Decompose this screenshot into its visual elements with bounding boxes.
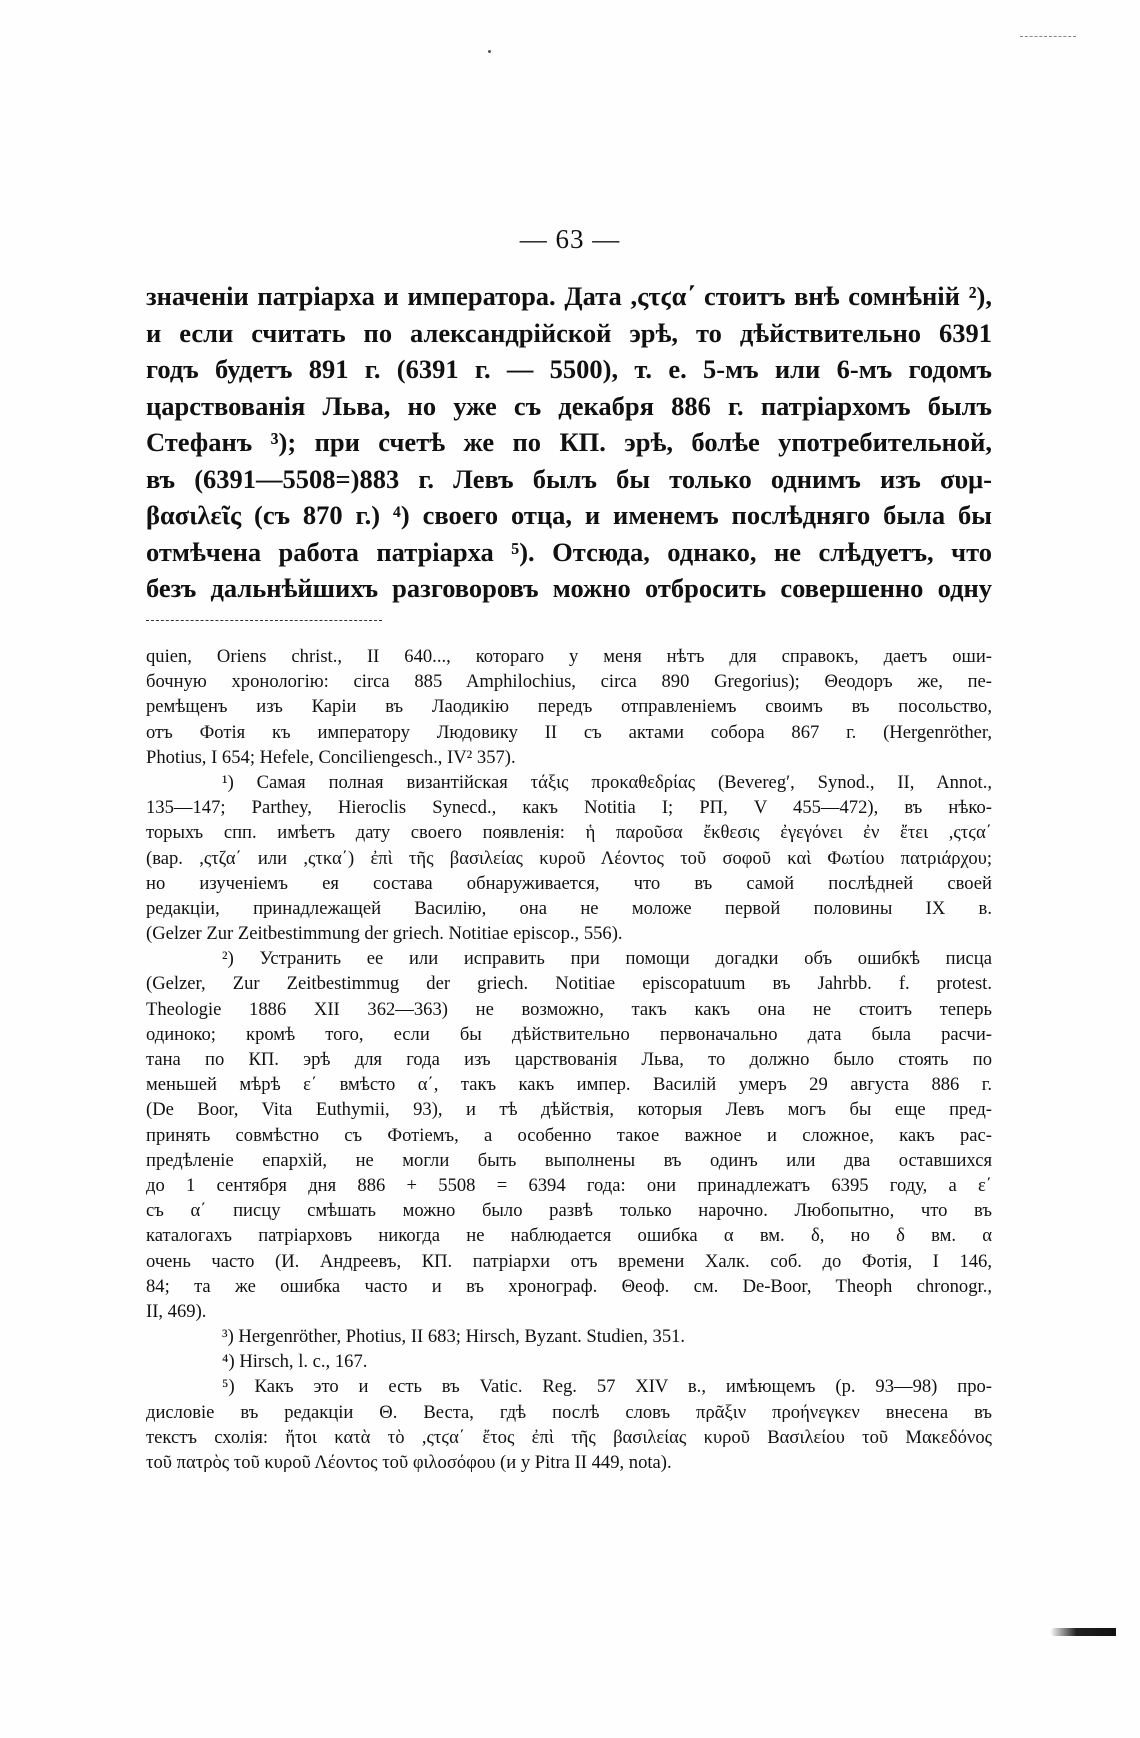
footnote-line: (De Boor, Vita Euthymii, 93), и тѣ дѣйствія, которыя Левъ могъ бы еще пред-	[146, 1099, 992, 1121]
main-text-line: и если считать по александрійской эрѣ, то дѣйствительно 6391	[146, 317, 992, 348]
footnote-line: предѣленіе епархій, не могли быть выполнены въ одинъ или два оставшихся	[146, 1149, 992, 1171]
footnote-line: бочную хронологію: circa 885 Amphilochius, circa 890 Gregorius); Θеодоръ же, пе-	[146, 671, 992, 693]
scan-artifact-bottom	[1050, 1628, 1116, 1636]
main-text-line: βασιλεῖς (съ 870 г.) ⁴) своего отца, и именемъ послѣдняго была бы	[146, 500, 992, 530]
footnote-separator	[146, 620, 382, 621]
footnote-line: редакціи, принадлежащей Василію, она не моложе первой половины IX в.	[146, 897, 992, 919]
main-text-block	[146, 278, 992, 607]
footnote-line: торыхъ спп. имѣетъ дату своего появленія: ἡ παροῦσα ἔκθεσις ἐγεγόνει ἐν ἔτει ,ςτϛα΄	[146, 822, 992, 844]
footnote-line: ³) Hergenröther, Photius, II 683; Hirsch, Byzant. Studien, 351.	[222, 1326, 686, 1348]
footnote-line: ²) Устранить ее или исправить при помощи догадки объ ошибкѣ писца	[222, 948, 992, 970]
footnote-line: Photius, I 654; Hefele, Conciliengesch., IV² 357).	[146, 746, 516, 768]
main-text-line: въ (6391—5508=)883 г. Левъ былъ бы только однимъ изъ συμ-	[146, 463, 992, 494]
footnote-line: (вар. ,ςτζα΄ или ,ςτκα΄) ἐπὶ τῆς βασιλείας κυροῦ Λέοντος τοῦ σοφοῦ καὶ Φωτίου πατριάρχου;	[146, 847, 992, 869]
main-text-line: годъ будетъ 891 г. (6391 г. — 5500), т. е. 5-мъ или 6-мъ годомъ	[146, 354, 992, 384]
footnote-line: но изученіемъ ея состава обнаруживается, что въ самой послѣдней своей	[146, 872, 992, 894]
footnote-line: ⁴) Hirsch, l. c., 167.	[222, 1351, 368, 1373]
footnote-line: меньшей мѣрѣ ε΄ вмѣсто α΄, такъ какъ импер. Василій умеръ 29 августа 886 г.	[146, 1074, 992, 1096]
main-text-line: безъ дальнѣйшихъ разговоровъ можно отбросить совершенно одну	[146, 573, 992, 603]
page-number: — 63 —	[519, 224, 621, 254]
main-text-line: царствованія Льва, но уже съ декабря 886 г. патріархомъ былъ	[146, 390, 992, 421]
footnote-line: quien, Oriens christ., II 640..., котораго у меня нѣтъ для справокъ, даетъ оши-	[146, 646, 992, 667]
footnote-line: (Gelzer Zur Zeitbestimmung der griech. Notitiae episcop., 556).	[146, 923, 623, 945]
footnote-line: текстъ схолія: ἤτοι κατὰ τὸ ,ςτϛα΄ ἔτος ἐπὶ τῆς βασιλείας κυροῦ Βασιλείου τοῦ Μακεδόνος	[146, 1426, 992, 1448]
footnote-line: II, 469).	[146, 1300, 207, 1322]
footnote-line: ¹) Самая полная византійская τάξις προκαθεδρίας (Beveregʹ, Synod., II, Annot.,	[222, 771, 992, 793]
main-text-line: Стефанъ ³); при счетѣ же по КП. эрѣ, болѣе употребительной,	[146, 427, 992, 457]
footnote-line: 135—147; Parthey, Hieroclis Synecd., какъ Notitia I; РП, V 455—472), въ нѣко-	[146, 797, 992, 819]
footnotes-block	[146, 644, 992, 1475]
footnote-line: одиноко; кромѣ того, если бы дѣйствительно первоначально дата была расчи-	[146, 1023, 992, 1045]
footnote-line: τοῦ πατρὸς τοῦ κυροῦ Λέοντος τοῦ φιλοσόφου (и у Pitra II 449, nota).	[146, 1452, 672, 1473]
footnote-line: дисловіе въ редакціи Θ. Веста, гдѣ послѣ словъ πρᾶξιν προήνεγκεν внесена въ	[146, 1401, 992, 1423]
footnote-line: съ α΄ писцу смѣшать можно было развѣ только нарочно. Любопытно, что въ	[146, 1200, 992, 1222]
main-text-line: отмѣчена работа патріарха ⁵). Отсюда, однако, не слѣдуетъ, что	[146, 536, 992, 567]
footnote-line: ⁵) Какъ это и есть въ Vatic. Reg. 57 XIV в., имѣющемъ (р. 93—98) про-	[222, 1376, 992, 1398]
footnote-line: тана по КП. эрѣ для года изъ царствованія Льва, то должно было стоять по	[146, 1049, 992, 1070]
footnote-line: Theologie 1886 XII 362—363) не возможно, такъ какъ она не стоитъ теперь	[146, 998, 992, 1020]
footnote-line: до 1 сентября дня 886 + 5508 = 6394 года: они принадлежатъ 6395 году, а ε΄	[146, 1174, 992, 1196]
scan-speck	[488, 50, 491, 53]
footnote-line: 84; та же ошибка часто и въ хронограф. Θеоф. см. De-Boor, Theoph chronogr.,	[146, 1275, 992, 1297]
footnote-line: отъ Фотія къ императору Людовику II съ актами собора 867 г. (Hergenröther,	[146, 721, 992, 743]
footnote-line: каталогахъ патріарховъ никогда не наблюдается ошибка α вм. δ, но δ вм. α	[146, 1225, 992, 1247]
scan-artifact-top	[1020, 36, 1076, 37]
main-text-line: значеніи патріарха и императора. Дата ,ςτϛα΄ стоитъ внѣ сомнѣній ²),	[146, 281, 992, 311]
footnote-line: ремѣщенъ изъ Каріи въ Лаодикію передъ отправленіемъ своимъ въ посольство,	[146, 696, 992, 718]
footnote-line: (Gelzer, Zur Zeitbestimmug der griech. Notitiae episcopatuum въ Jahrbb. f. protest.	[146, 973, 992, 995]
footnote-line: очень часто (И. Андреевъ, КП. патріархи отъ времени Халк. соб. до Фотія, I 146,	[146, 1250, 992, 1272]
footnote-line: принять совмѣстно съ Фотіемъ, а особенно такое важное и сложное, какъ рас-	[146, 1124, 992, 1146]
